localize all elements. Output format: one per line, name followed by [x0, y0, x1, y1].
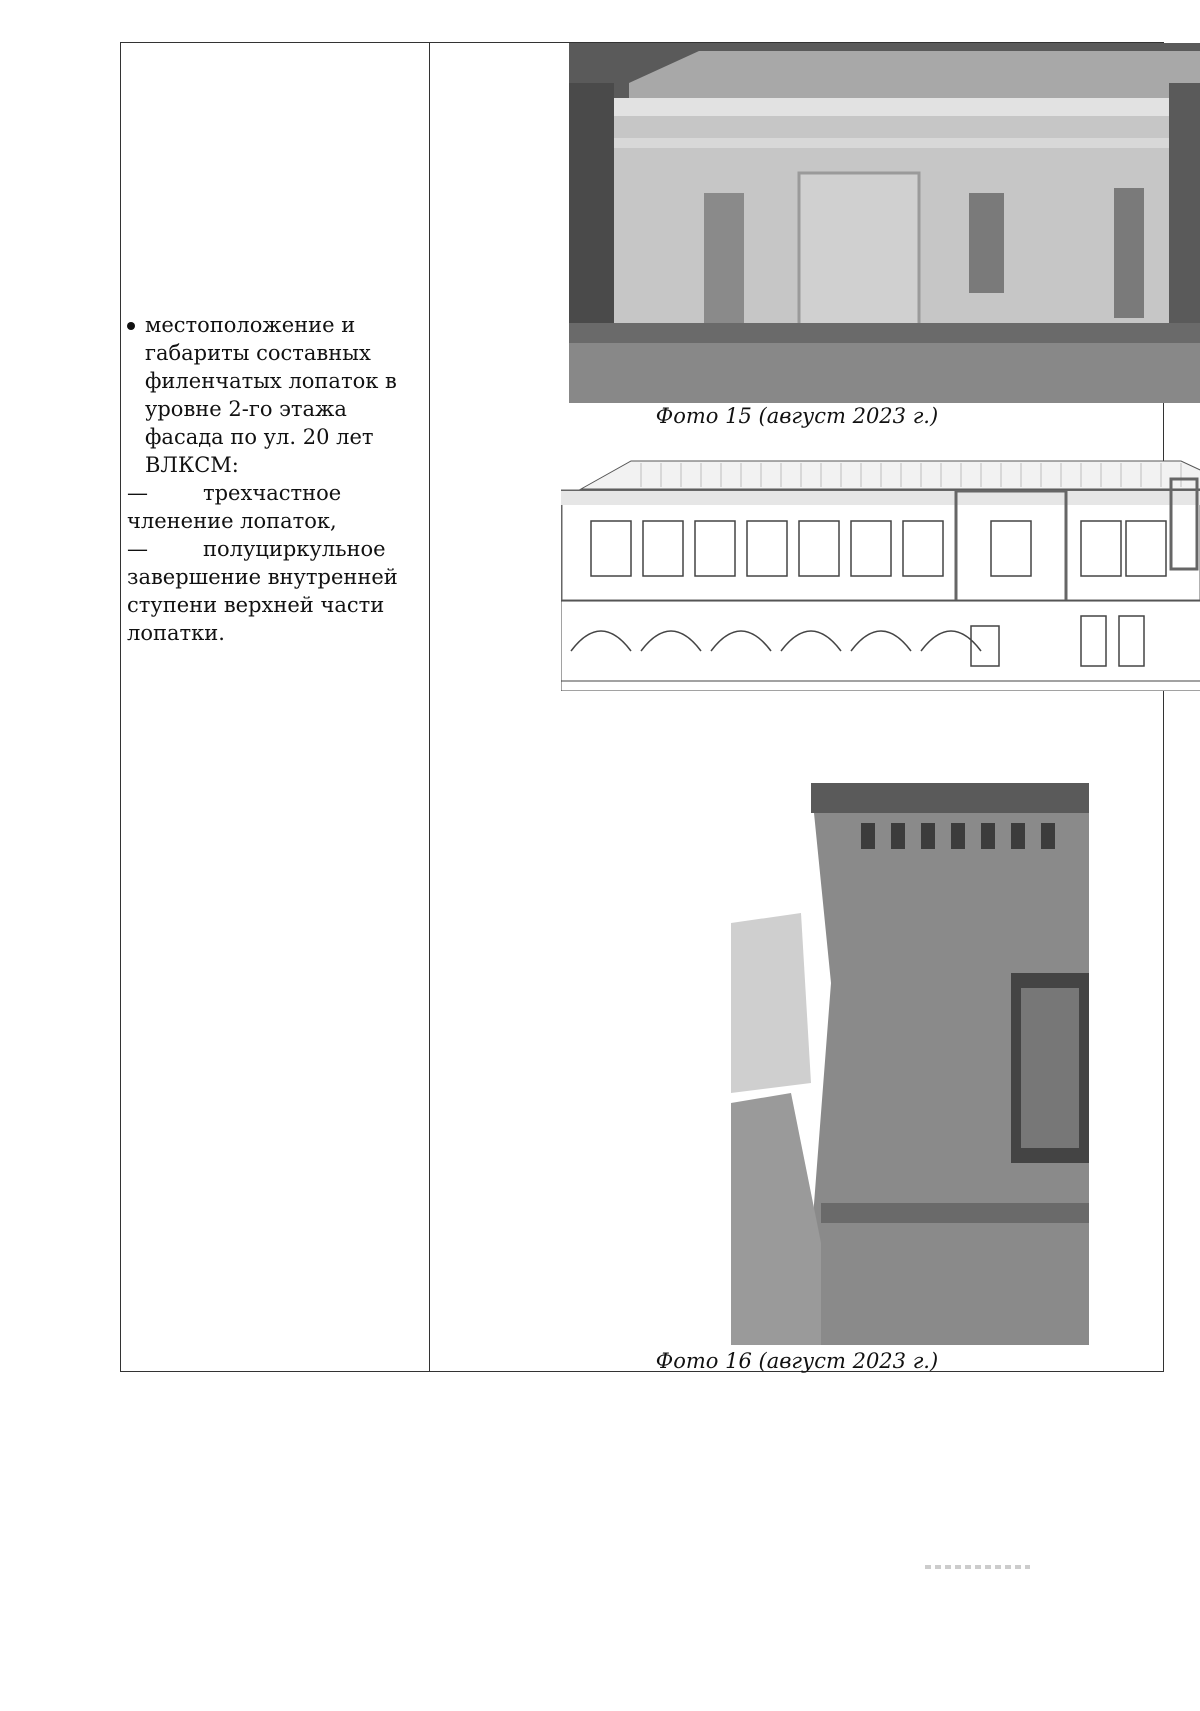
- dash-item-text: полуциркульное: [203, 537, 386, 561]
- bullet-line: габариты составных: [145, 341, 371, 365]
- bullet-line: уровне 2-го этажа: [145, 397, 347, 421]
- dash-item-text: членение лопаток,: [127, 509, 337, 533]
- photo-16: [731, 783, 1089, 1345]
- dash-item-text: завершение внутренней: [127, 565, 398, 589]
- bullet-icon: [127, 322, 135, 330]
- description-cell: [121, 43, 429, 1371]
- dash-item-text: лопатки.: [127, 621, 225, 645]
- dash-marker: —: [127, 537, 148, 561]
- bullet-item: [127, 311, 427, 479]
- document-table: [120, 42, 1164, 1372]
- bullet-line: ВЛКСМ:: [145, 453, 239, 477]
- bullet-line: филенчатых лопаток в: [145, 369, 397, 393]
- column-divider: [429, 43, 430, 1371]
- facade-drawing: [561, 451, 1200, 691]
- photo-15: [569, 43, 1200, 403]
- photo-15-caption: Фото 15 (август 2023 г.): [655, 404, 939, 428]
- bullet-line: местоположение и: [145, 313, 356, 337]
- dash-item-text: ступени верхней части: [127, 593, 385, 617]
- scan-artifact: [925, 1565, 1030, 1569]
- photo-16-caption: Фото 16 (август 2023 г.): [655, 1349, 939, 1373]
- dash-item-1: [127, 479, 427, 535]
- bullet-line: фасада по ул. 20 лет: [145, 425, 374, 449]
- dash-marker: —: [127, 481, 148, 505]
- dash-item-text: трехчастное: [203, 481, 342, 505]
- dash-item-2: [127, 535, 427, 647]
- description-text: [127, 311, 427, 647]
- illustrations-cell: [431, 43, 1163, 1371]
